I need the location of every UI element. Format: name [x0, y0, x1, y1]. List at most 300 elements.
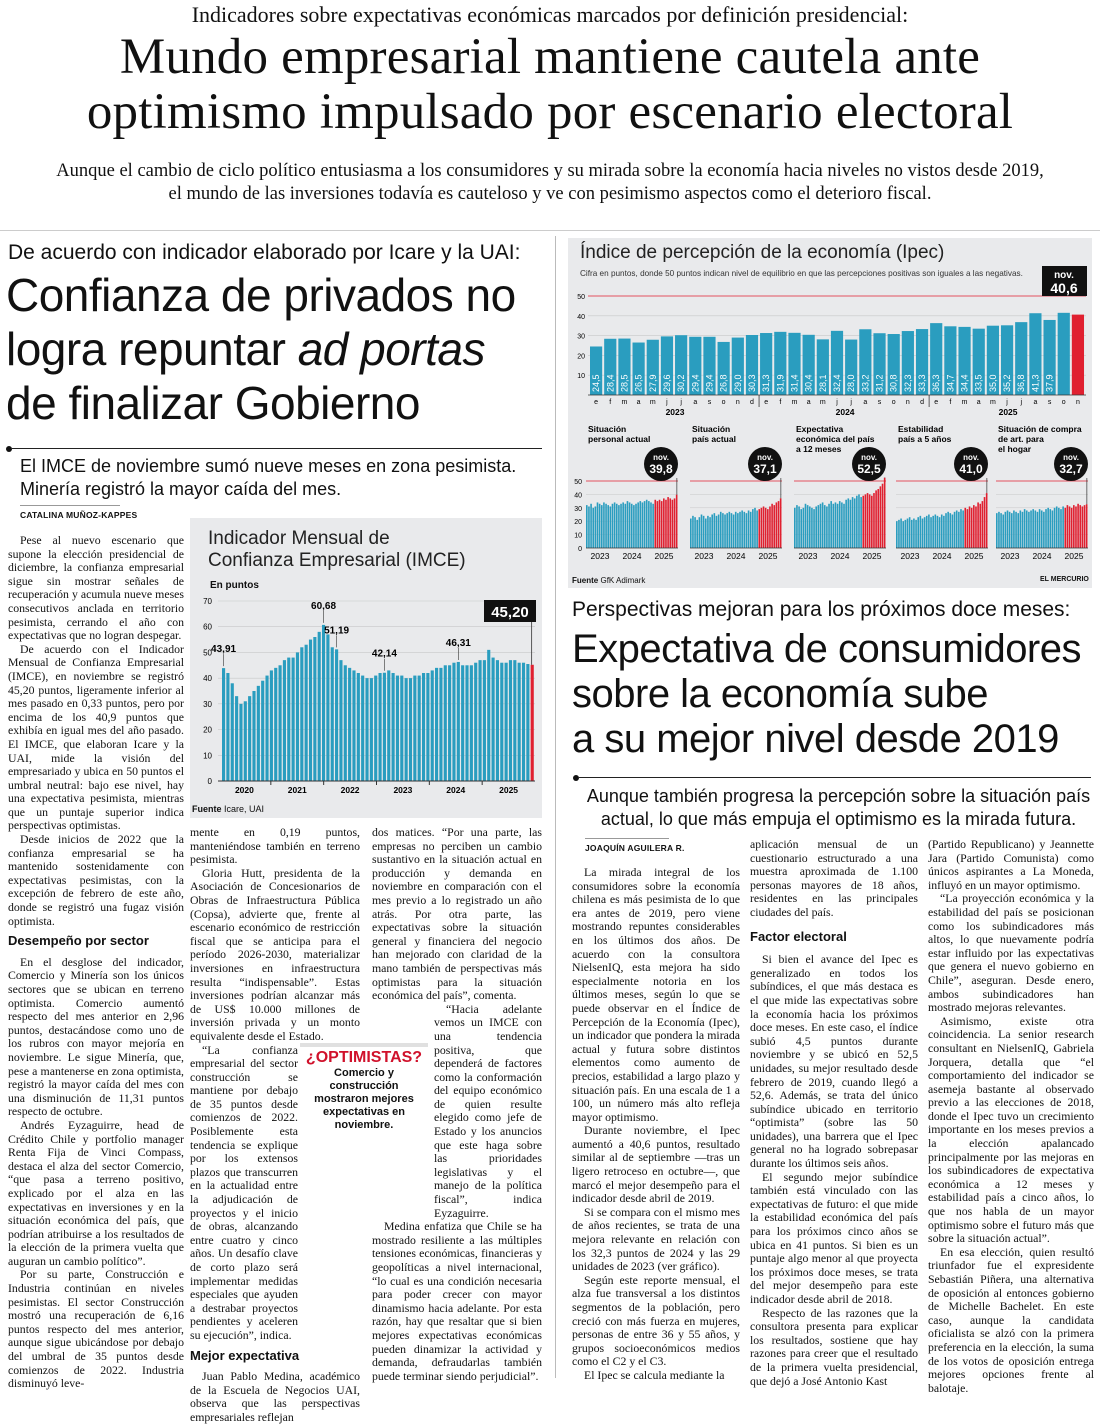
- ipec-bar-label: 34,4: [959, 374, 970, 392]
- sub-callout-month: nov.: [757, 453, 773, 462]
- sub-bar: [820, 504, 822, 548]
- sub-bar: [731, 513, 733, 548]
- imce-bar: [248, 696, 251, 781]
- callout-title: ¿OPTIMISTAS?: [305, 1049, 423, 1066]
- imce-bar: [526, 664, 529, 781]
- value-label: 46,31: [445, 637, 471, 649]
- sub-bar: [958, 512, 960, 548]
- imce-bar: [444, 665, 447, 781]
- imce-bar: [387, 670, 390, 781]
- right-lead-line-2: actual, lo que más empuja el optimismo es la mirada futura.: [600, 809, 1077, 829]
- sub-bar: [1011, 513, 1013, 548]
- sub-bar: [956, 510, 958, 548]
- imce-bar: [492, 658, 495, 781]
- sub-bar-2025: [865, 494, 867, 548]
- sub-bar-2025: [869, 494, 871, 548]
- sub-year-label: 2024: [622, 551, 642, 561]
- left-lead: [20, 455, 545, 501]
- imce-bar: [244, 701, 247, 781]
- month-label: s: [877, 399, 882, 406]
- x-year-label: 2020: [234, 785, 254, 795]
- month-label: j: [1020, 399, 1023, 406]
- imce-bar: [239, 704, 242, 781]
- paragraph: Si se compara con el mismo mes de años recientes, se trata de una mejora relevante en relación con los 32,3 puntos de 2024 y las 29 unidades de 2023 (ver gráfico).: [572, 1204, 740, 1274]
- sub-bar-2025: [676, 495, 678, 548]
- sub-bar: [794, 508, 796, 548]
- headline-line-1: Mundo empresarial mantiene cautela ante: [119, 29, 981, 85]
- month-label: j: [680, 399, 682, 406]
- paragraph: Si bien el avance del Ipec es generalizado en todos los subíndices, el que más destaca es el que mide las expectativas sobre la economía hacia los próximos doce meses. En este caso, el índice subió 4,5 puntos durante noviembre y se ubicó en 52,5 unidades, su mejor resultado desde febrero de 2019, cuando llegó a 52,6. Además, se trata del único subíndice ubicado en territorio “optimista” (sobre las 50 unidades), una barrera que el Ipec general no ha logrado sobrepasar durante los últimos seis años.: [750, 952, 918, 1171]
- ipec-callout-month: nov.: [1054, 270, 1074, 281]
- imce-bar: [409, 678, 412, 781]
- month-label: a: [976, 399, 981, 406]
- sub-callout-value: 52,5: [857, 462, 881, 476]
- sub-bar: [917, 517, 919, 548]
- month-label: m: [791, 399, 798, 406]
- right-title-line-1: Expectativa de consumidores: [572, 627, 1081, 671]
- imce-unit: En puntos: [210, 580, 259, 591]
- sub-bar: [1024, 509, 1026, 548]
- ipec-bar-label: 34,7: [945, 374, 956, 392]
- sub-year-label: 2025: [862, 551, 882, 561]
- sub-year-label: 2023: [590, 551, 610, 561]
- month-label: m: [989, 399, 996, 406]
- sub-bar: [599, 504, 601, 548]
- main-dek: [0, 160, 1100, 206]
- month-label: f: [779, 399, 782, 406]
- sub-bar-2025: [773, 505, 775, 548]
- sub-bar: [1039, 509, 1041, 548]
- sub-bar-2025: [1077, 504, 1079, 548]
- sub-bar: [928, 515, 930, 549]
- sub-bar: [1028, 512, 1030, 548]
- sub-bar: [714, 513, 716, 548]
- month-label: j: [666, 399, 668, 406]
- sub-bar: [1017, 513, 1019, 548]
- sub-bar: [909, 517, 911, 548]
- sub-bar: [924, 517, 926, 548]
- x-year-label: 2021: [287, 785, 307, 795]
- sub-bar: [754, 508, 756, 548]
- sub-bar-2025: [1084, 505, 1086, 548]
- sub-bar-2025: [964, 508, 966, 548]
- sub-bar: [1035, 510, 1037, 548]
- sub-bar: [1030, 510, 1032, 548]
- year-label: 2024: [835, 407, 855, 417]
- ipec-bar-label: 26,8: [718, 374, 729, 392]
- sub-bar: [729, 512, 731, 548]
- month-label: m: [621, 399, 628, 406]
- imce-bar: [392, 673, 395, 781]
- sub-bar-2025: [1071, 508, 1073, 548]
- y-tick-label: 50: [577, 294, 585, 301]
- dek-line-2: el mundo de las inversiones todavía es cauteloso y ve con pesimismo aspectos como el deterioro fiscal.: [168, 184, 932, 204]
- imce-bar: [500, 663, 503, 781]
- sub-bar: [960, 509, 962, 548]
- month-label: d: [920, 399, 924, 406]
- sub-bar: [746, 513, 748, 548]
- sub-callout-month: nov.: [861, 453, 877, 462]
- imce-chart-panel: [190, 518, 542, 818]
- imce-bar: [257, 686, 260, 781]
- sub-y-tick-label: 10: [574, 532, 582, 540]
- imce-bar: [300, 647, 303, 781]
- imce-title-line-2: Confianza Empresarial (IMCE): [208, 550, 466, 571]
- sub-bar: [996, 513, 998, 548]
- month-label: a: [1033, 399, 1038, 406]
- month-label: m: [819, 399, 826, 406]
- sub-bar-2025: [667, 497, 669, 548]
- sub-bar-2025: [769, 506, 771, 548]
- sub-bar: [1043, 512, 1045, 548]
- sub-bar: [614, 502, 616, 548]
- imce-bar: [265, 676, 268, 781]
- imce-chart-svg: [190, 518, 542, 818]
- sub-bar: [716, 516, 718, 548]
- column-divider: [555, 236, 556, 1378]
- sub-year-label: 2025: [964, 551, 984, 561]
- sub-bar: [690, 519, 692, 548]
- sub-bar: [1022, 512, 1024, 548]
- left-lead-line-1: El IMCE de noviembre sumó nueve meses en zona pesimista.: [20, 456, 517, 476]
- imce-bar: [287, 658, 290, 781]
- paragraph: De acuerdo con el Indicador Mensual de Confianza Empresarial (IMCE), en noviembre se registró 45,20 puntos, ligeramente inferior al mes pasado en 0,33 puntos, pero por encima de los 40,9 puntos que exhibía en igual mes del año pasado. El IMCE, que elaboran Icare y la UAI, mide la visión del empresariado y ubica en 50 puntos el umbral neutral: bajo ese nivel, hay una expectativa pesimista, mientras que un puntaje superior indica perspectivas optimistas.: [8, 641, 184, 833]
- sub-bar-2025: [871, 496, 873, 548]
- sub-bar: [741, 510, 743, 548]
- sub-bar: [652, 504, 654, 548]
- top-kicker: Indicadores sobre expectativas económicas marcados por definición presidencial:: [191, 2, 909, 27]
- sub-bar-2025: [672, 500, 674, 548]
- ipec-bar-label: 36,3: [931, 374, 942, 392]
- imce-bar: [435, 668, 438, 781]
- sub-bar-2025: [1079, 505, 1081, 548]
- sub-y-tick-label: 20: [574, 519, 582, 527]
- sub-callout-month: nov.: [963, 453, 979, 462]
- sub-bar: [601, 505, 603, 548]
- sub-bar-2025: [669, 498, 671, 548]
- month-label: j: [1006, 399, 1008, 406]
- sub-bar: [922, 519, 924, 548]
- sub-bar-2025: [771, 504, 773, 548]
- paragraph: dos matices. “Por una parte, las empresas no perciben un cambio sustantivo en la situación actual en producción y demanda en noviembre en comparación con el mes previo a lo registrado un año atrás. Por otra parte, las expectativas sobre la situación general y financiera del negocio han mejorado con claridad de la mano también de perspectivas más optimistas para la situación económica del país”, comenta.: [372, 825, 542, 1003]
- sub-callout-month: nov.: [1063, 453, 1079, 462]
- ipec-bar-label: 24,5: [591, 374, 602, 392]
- sub-bar-2025: [977, 502, 979, 548]
- y-tick-label: 40: [203, 674, 212, 684]
- imce-bar: [379, 673, 382, 781]
- sub-bar: [1020, 510, 1022, 548]
- ipec-bar-label: 30,2: [676, 374, 687, 392]
- ipec-chart-panel: [568, 238, 1092, 588]
- sub-bar: [726, 513, 728, 548]
- sub-bar: [692, 516, 694, 548]
- right-kicker: Perspectivas mejoran para los próximos doce meses:: [572, 598, 1071, 621]
- imce-bar-last: [531, 665, 534, 781]
- sub-bar: [822, 502, 824, 548]
- ipec-bar-label: 31,3: [761, 374, 772, 392]
- sub-bar: [850, 500, 852, 548]
- month-label: j: [836, 399, 838, 406]
- year-label: 2023: [665, 407, 685, 417]
- imce-bar: [505, 663, 508, 781]
- sub-bar: [907, 519, 909, 548]
- sub-bar-2025: [780, 498, 782, 548]
- sub-bar: [1045, 509, 1047, 548]
- ipec-callout-value: 40,6: [1050, 280, 1078, 296]
- month-label: a: [636, 399, 641, 406]
- sub-bar: [1041, 510, 1043, 548]
- imce-bar: [487, 650, 490, 781]
- sub-bar-2025: [867, 493, 869, 548]
- sub-bar: [941, 515, 943, 549]
- ipec-bar-label: 33,3: [917, 374, 928, 392]
- imce-bar: [470, 665, 473, 781]
- right-subhead-factor: Factor electoral: [750, 928, 847, 944]
- paragraph: “Hacia adelante vemos un IMCE con una tendencia positiva, que dependerá de factores como la conformación del equipo económico de quien resulte elegido como jefe de Estado y los anuncios que este haga sobre las prioridades legislativas y el manejo de la política fiscal”, indica Eyzaguirre.: [434, 1001, 542, 1220]
- sub-bar: [952, 515, 954, 549]
- sub-bar-2025: [674, 498, 676, 548]
- sub-bar-2025: [984, 497, 986, 548]
- sub-bar: [920, 516, 922, 548]
- ipec-bar-label: 28,4: [605, 374, 616, 392]
- imce-bar: [439, 668, 442, 781]
- sub-bar: [796, 505, 798, 548]
- main-headline: [0, 30, 1100, 140]
- sub-bar: [811, 508, 813, 548]
- sub-title: Situación: [692, 424, 731, 434]
- sub-bar-2025: [657, 501, 659, 548]
- imce-bar: [348, 668, 351, 781]
- sub-bar: [824, 505, 826, 548]
- sub-bar: [843, 504, 845, 548]
- sub-bar: [750, 512, 752, 548]
- sub-bar: [841, 502, 843, 548]
- sub-bar: [926, 516, 928, 548]
- header-rule: [0, 230, 1100, 231]
- sub-bar-2025: [665, 500, 667, 548]
- imce-bar: [513, 660, 516, 781]
- sub-callout-value: 32,7: [1059, 462, 1083, 476]
- sub-callout-value: 39,8: [649, 462, 673, 476]
- imce-bar: [335, 649, 338, 781]
- ipec-bar-label: 28,0: [846, 374, 857, 392]
- sub-title: Situación de compra: [998, 424, 1082, 434]
- sub-bar: [586, 505, 588, 548]
- sub-bar: [947, 512, 949, 548]
- paragraph: Desde inicios de 2022 que la confianza empresarial se ha mantenido sostenidamente con expectativas pesimistas, con la excepción de febrero de este año, donde se registró una fugaz visión optimista.: [8, 832, 184, 928]
- dek-line-1: Aunque el cambio de ciclo político entusiasma a los consumidores y su mirada sobre la economía hacia niveles no vistos desde 2019,: [56, 161, 1044, 181]
- left-lead-bullet: [6, 446, 12, 452]
- imce-bar: [331, 647, 334, 781]
- sub-year-label: 2025: [1064, 551, 1084, 561]
- sub-bar: [813, 509, 815, 548]
- sub-bar: [1052, 510, 1054, 548]
- paragraph: Durante noviembre, el Ipec aumentó a 40,6 puntos, resultado similar al de septiembre —tras un ligero retroceso en octubre—, que marcó el mejor desempeño para el indicador desde abril de 2019.: [572, 1123, 740, 1206]
- paragraph: “La proyección económica y la estabilidad del país se posicionan como los subindicadores más altos, lo que nuevamente podría estar influido por las expectativas que genera el nuevo gobierno en Chile”, aseguran. Desde enero, ambos subindicadores han mostrado mejoras relevantes.: [928, 891, 1094, 1015]
- y-tick-label: 20: [577, 353, 585, 361]
- sub-bar: [718, 515, 720, 549]
- left-col3: [372, 826, 542, 1383]
- month-label: n: [905, 399, 910, 406]
- left-title-l2-italic: ad portas: [297, 323, 485, 375]
- left-col1-top: [8, 534, 184, 1391]
- paragraph: “La confianza empresarial del sector construcción se mantiene por debajo de 35 puntos desde comienzos de 2022. Posiblemente esta tendencia se explique por los extensos plazos que transcurren en la actualidad entre la adjudicación de proyectos y el inicio de obras, alcanzando entre cuatro y cinco años. Un desafío clave de corto plazo será implementar medidas especiales que ayuden a destrabar proyectos pendientes y aceleren su ejecución”, indica.: [190, 1042, 298, 1342]
- sub-bar: [603, 502, 605, 548]
- ipec-bar-label: 30,3: [746, 374, 757, 392]
- imce-bar: [474, 663, 477, 781]
- sub-bar: [592, 508, 594, 548]
- sub-bar: [913, 519, 915, 548]
- sub-y-tick-label: 30: [574, 505, 582, 513]
- sub-bar: [837, 504, 839, 548]
- sub-bar: [629, 502, 631, 548]
- month-label: m: [961, 399, 968, 406]
- sub-bar: [720, 512, 722, 548]
- sub-bar: [902, 521, 904, 548]
- paragraph: Pese al nuevo escenario que supone la elección presidencial de diciembre, la confianza empresarial sigue sin mostrar señales de recuperación y acumula nueve meses consecutivos anclada en territorio pesimista, cerrando el año con expectativas que no logran despegar.: [8, 533, 184, 643]
- sub-bar: [1026, 510, 1028, 548]
- sub-bar: [735, 512, 737, 548]
- sub-bar: [620, 504, 622, 548]
- imce-bar: [292, 658, 295, 781]
- sub-title: Situación: [588, 424, 627, 434]
- sub-bar: [949, 513, 951, 548]
- sub-bar: [896, 521, 898, 548]
- imce-bar: [279, 665, 282, 781]
- sub-bar: [703, 516, 705, 548]
- sub-bar-2025: [758, 509, 760, 548]
- imce-bar: [305, 645, 308, 781]
- left-title-line-1: Confianza de privados no: [6, 269, 516, 321]
- sub-bar: [798, 506, 800, 548]
- sub-bar: [709, 517, 711, 548]
- paragraph: mente en 0,19 puntos, manteniéndose también en terreno pesimista.: [190, 825, 360, 867]
- ipec-bar-label: 41,3: [1030, 374, 1041, 392]
- month-label: a: [806, 399, 811, 406]
- sub-bar: [805, 504, 807, 548]
- sub-bar-2025: [1073, 505, 1075, 548]
- month-label: o: [721, 399, 726, 406]
- month-label: m: [649, 399, 656, 406]
- ipec-bar-label: 31,2: [874, 374, 885, 392]
- paragraph: (Partido Republicano) y Jeannette Jara (Partido Comunista) como únicos aspirantes a La Moneda, influyó en un mayor optimismo.: [928, 837, 1094, 892]
- sub-year-label: 2024: [932, 551, 952, 561]
- ipec-bar-label: 27,9: [647, 374, 658, 392]
- sub-bar-2025: [873, 493, 875, 548]
- sub-bar-2025: [875, 490, 877, 548]
- right-title: [572, 627, 1092, 762]
- y-tick-label: 0: [207, 777, 212, 786]
- right-lead-bullet: [573, 775, 579, 781]
- sub-bar: [631, 504, 633, 548]
- paragraph: Asimismo, existe otra coincidencia. La senior research consultant en NielsenIQ, Gabriela Jorquera, detalla que “el comportamiento del indicador se asemeja bastante al observado previo a las elecciones de 2018, donde el Ipec tuvo un crecimiento importante en los meses previos a la elección apalancado principalmente por las mejoras en los subindicadores de expectativa económica a 12 meses y estabilidad país a cinco años, lo que nos habla de un mayor optimismo sobre el futuro más que sobre la situación actual”.: [928, 1013, 1094, 1246]
- ipec-bar-label: 35,2: [1002, 374, 1013, 392]
- y-tick-label: 20: [203, 725, 212, 735]
- ipec-bar-label: 26,5: [633, 374, 644, 392]
- sub-bar: [1049, 509, 1051, 548]
- sub-bar: [1005, 512, 1007, 548]
- right-col1: [572, 866, 740, 1383]
- imce-title-line-1: Indicador Mensual de: [208, 528, 390, 549]
- imce-bar: [405, 678, 408, 781]
- sub-bar: [739, 512, 741, 548]
- sub-bar: [650, 502, 652, 548]
- value-label: 60,68: [311, 600, 337, 612]
- sub-bar: [588, 506, 590, 548]
- y-tick-label: 70: [203, 597, 212, 606]
- brand-label: EL MERCURIO: [1040, 576, 1089, 583]
- ipec-bar-label: 33,5: [973, 374, 984, 392]
- x-year-label: 2023: [393, 785, 413, 795]
- sub-bar: [818, 505, 820, 548]
- ipec-bar-label: 28,1: [817, 374, 828, 392]
- sub-bar: [696, 520, 698, 548]
- sub-bar: [1058, 508, 1060, 548]
- headline-line-2: optimismo impulsado por escenario electoral: [86, 84, 1014, 140]
- sub-y-tick-label: 50: [574, 479, 582, 486]
- imce-bar: [457, 662, 460, 781]
- sub-bar: [1009, 512, 1011, 548]
- right-title-line-3: a su mejor nivel desde 2019: [572, 717, 1059, 761]
- sub-bar: [707, 516, 709, 548]
- imce-source: [192, 804, 264, 814]
- imce-bar: [518, 663, 521, 781]
- sub-bar: [830, 501, 832, 548]
- sub-bar: [705, 519, 707, 548]
- left-subhead-mejor: Mejor expectativa: [190, 1347, 300, 1363]
- left-subhead-sector: Desempeño por sector: [8, 933, 149, 949]
- imce-bar: [326, 634, 329, 781]
- sub-bar-2025: [986, 493, 988, 548]
- right-col3: [928, 838, 1094, 1395]
- paragraph: En el desglose del indicador, Comercio y Minería son los únicos sectores que se ubican en terreno optimista. Comercio aumentó respecto del mes anterior en 2,96 puntos, destacándose como uno de los rubros con mayor mejoría en noviembre. Le sigue Minería, que, pese a mantenerse en zona optimista, registró la mayor caída del mes con una disminución de 11,31 puntos respecto de octubre.: [8, 954, 184, 1119]
- ipec-source-value: GfK Adimark: [600, 576, 646, 585]
- sub-bar: [701, 515, 703, 549]
- sub-title: país actual: [692, 434, 736, 444]
- left-lead-line-2: Minería registró la mayor caída del mes.: [20, 479, 342, 499]
- sub-bar: [815, 506, 817, 548]
- sub-bar: [639, 501, 641, 548]
- paragraph: Por su parte, Construcción e Industria continúan en niveles pesimistas. El sector Construcción mostró una recuperación de 6,16 puntos respecto del mes anterior, aunque sigue ubicándose por debajo del umbral de 35 puntos desde comienzos de 2022. Industria disminuyó leve-: [8, 1267, 184, 1391]
- paragraph: El Ipec se calcula mediante la: [584, 1367, 725, 1382]
- imce-bar: [352, 670, 355, 781]
- sub-bar-2025: [765, 508, 767, 548]
- sub-bar-2025: [884, 478, 886, 548]
- ipec-chart-svg: [568, 238, 1092, 588]
- imce-bar: [339, 660, 342, 781]
- sub-bar-2025: [967, 509, 969, 548]
- imce-source-label: Fuente: [192, 804, 222, 814]
- y-tick-label: 10: [577, 373, 585, 381]
- right-byline-rule: [585, 838, 669, 839]
- sub-bar: [694, 517, 696, 548]
- ipec-bar-label: 35,0: [987, 374, 998, 392]
- sub-bar: [748, 510, 750, 548]
- value-label: 43,91: [211, 644, 237, 656]
- ipec-subtitle: Cifra en puntos, donde 50 puntos indican nivel de equilibrio en que las percepciones positivas son iguales a las negativas.: [580, 269, 1023, 278]
- ipec-bar-label: 30,4: [803, 374, 814, 392]
- sub-bar-2025: [761, 508, 763, 548]
- sub-bar-2025: [877, 489, 879, 548]
- sub-bar: [627, 501, 629, 548]
- sub-bar: [898, 520, 900, 548]
- sub-bar: [597, 502, 599, 548]
- sub-bar-2025: [973, 505, 975, 548]
- x-year-label: 2024: [446, 785, 466, 795]
- sub-year-label: 2023: [900, 551, 920, 561]
- ipec-bar-label: 29,6: [661, 374, 672, 392]
- sub-year-label: 2023: [694, 551, 714, 561]
